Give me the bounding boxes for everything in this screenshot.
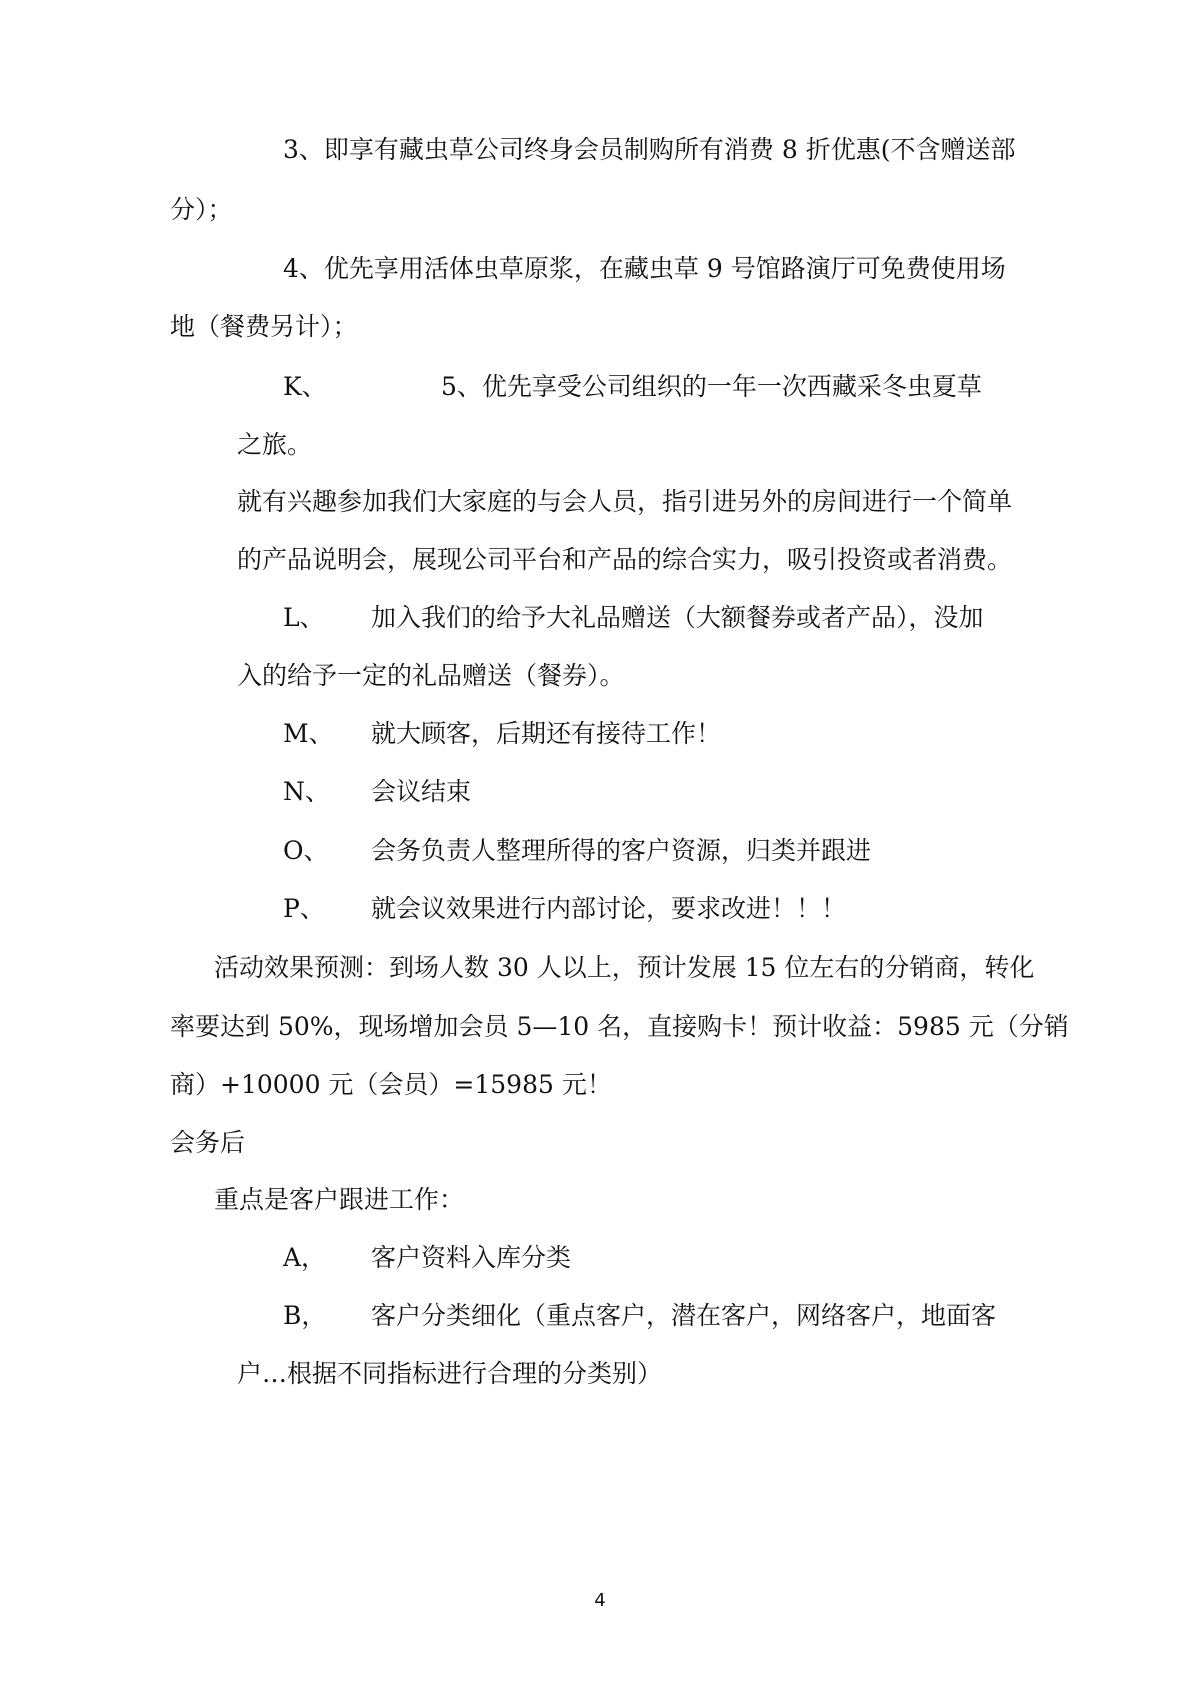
item-4-line-2: 地（餐费另计）； — [170, 312, 358, 341]
interest-line-1: 就有兴趣参加我们大家庭的与会人员，指引进另外的房间进行一个简单 — [237, 487, 1013, 516]
item-4-line-1: 4、优先享用活体虫草原浆，在藏虫草 9 号馆路演厅可免费使用场 — [283, 254, 1006, 283]
after-meeting-heading: 会务后 — [170, 1128, 246, 1157]
item-k-line-1: 5、优先享受公司组织的一年一次西藏采冬虫夏草 — [441, 372, 982, 401]
item-l-marker: L、 — [283, 603, 325, 632]
item-n-marker: N、 — [283, 777, 330, 806]
forecast-line-3: 商）+10000 元（会员）=15985 元！ — [170, 1070, 612, 1099]
item-a-marker: A， — [283, 1243, 327, 1272]
item-l-line-1: 加入我们的给予大礼品赠送（大额餐券或者产品），没加 — [371, 603, 984, 632]
item-p-text: 就会议效果进行内部讨论，要求改进！！！ — [371, 894, 847, 923]
item-n-text: 会议结束 — [371, 777, 472, 806]
item-3-line-1: 3、即享有藏虫草公司终身会员制购所有消费 8 折优惠(不含赠送部 — [283, 135, 1016, 164]
item-p-marker: P、 — [283, 894, 325, 923]
item-k-line-2: 之旅。 — [237, 430, 313, 459]
item-o-text: 会务负责人整理所得的客户资源，归类并跟进 — [371, 836, 872, 865]
item-o-marker: O、 — [283, 836, 329, 865]
item-m-text: 就大顾客，后期还有接待工作！ — [371, 719, 722, 748]
item-k-marker: K、 — [283, 372, 327, 401]
interest-line-2: 的产品说明会，展现公司平台和产品的综合实力，吸引投资或者消费。 — [237, 545, 1013, 574]
item-b-line-2: 户…根据不同指标进行合理的分类别） — [237, 1359, 663, 1388]
item-3-line-2: 分）； — [170, 195, 233, 224]
item-b-marker: B， — [283, 1301, 327, 1330]
forecast-line-2: 率要达到 50%，现场增加会员 5—10 名，直接购卡！预计收益：5985 元（分销 — [170, 1012, 1069, 1041]
page-number: 4 — [594, 1590, 606, 1611]
after-meeting-subheading: 重点是客户跟进工作： — [214, 1185, 465, 1214]
item-b-line-1: 客户分类细化（重点客户，潜在客户，网络客户，地面客 — [371, 1301, 997, 1330]
forecast-line-1: 活动效果预测：到场人数 30 人以上，预计发展 15 位左右的分销商，转化 — [214, 953, 1035, 982]
item-l-line-2: 入的给予一定的礼品赠送（餐券）。 — [237, 661, 625, 690]
item-a-text: 客户资料入库分类 — [371, 1243, 572, 1272]
item-m-marker: M、 — [283, 719, 334, 748]
